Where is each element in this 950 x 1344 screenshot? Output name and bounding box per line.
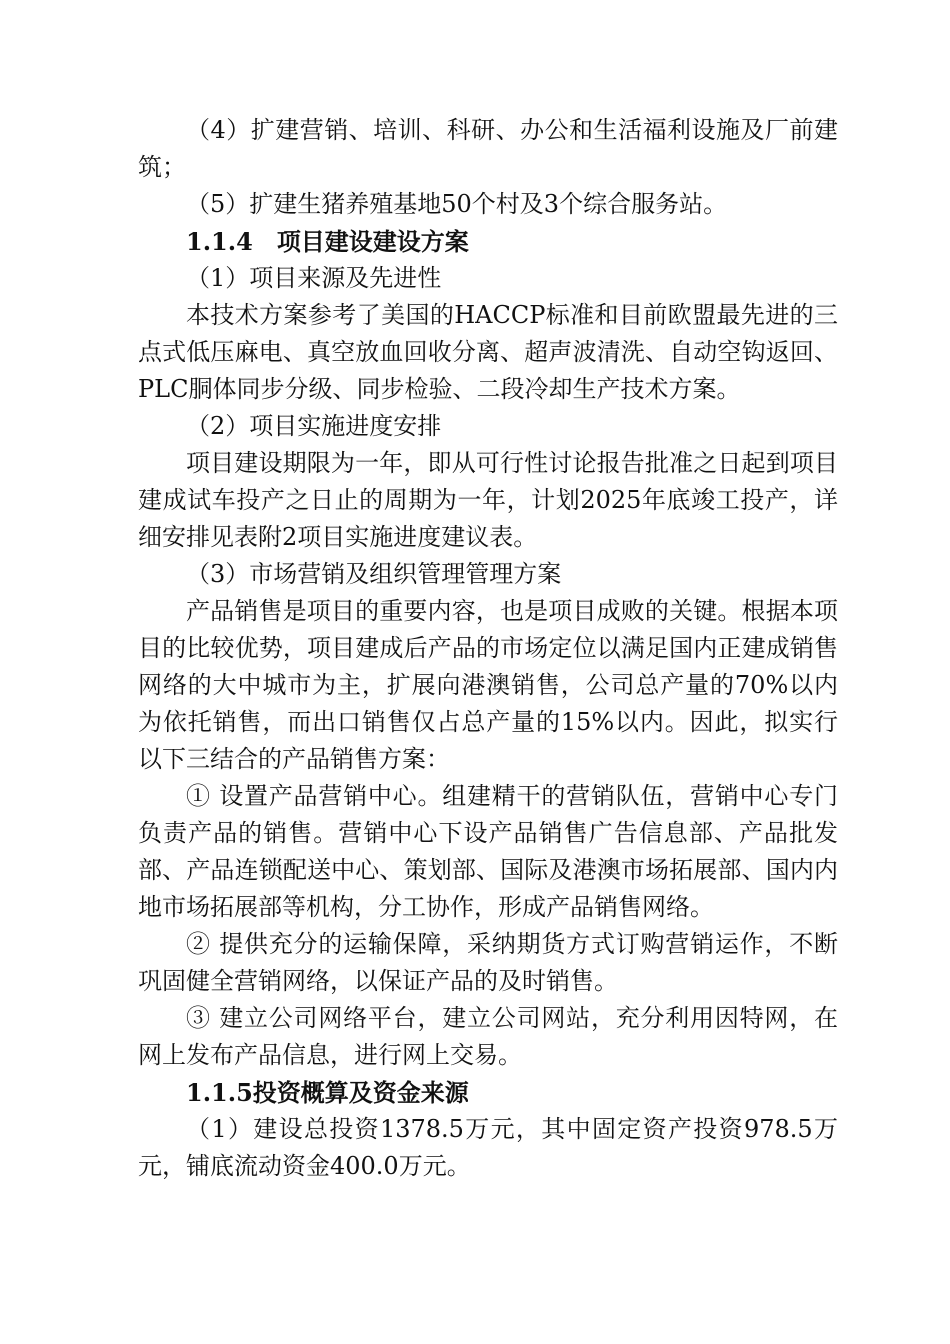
document-page <box>138 112 838 1185</box>
section-heading-1-1-5: 1.1.5投资概算及资金来源 <box>186 1078 469 1107</box>
list-item-transport: ② 提供充分的运输保障，采纳期货方式订购营销运作，不断巩固健全营销网络，以保证产品的及时销售。 <box>138 930 838 995</box>
paragraph-expand-pig-base: （5）扩建生猪养殖基地50个村及3个综合服务站。 <box>186 190 728 218</box>
paragraph-schedule: 项目建设期限为一年，即从可行性讨论报告批准之日起到项目建成试车投产之日止的周期为一年，计划2025年底竣工投产，详细安排见表附2项目实施进度建议表。 <box>138 449 838 551</box>
paragraph-expand-sales-facilities: （4）扩建营销、培训、科研、办公和生活福利设施及厂前建筑； <box>138 116 838 181</box>
paragraph-technical-plan: 本技术方案参考了美国的HACCP标准和目前欧盟最先进的三点式低压麻电、真空放血回收分离、超声波清洗、自动空钩返回、PLC胴体同步分级、同步检验、二段冷却生产技术方案。 <box>138 301 838 403</box>
list-item-network-platform: ③ 建立公司网络平台，建立公司网站，充分利用因特网，在网上发布产品信息，进行网上交易。 <box>138 1004 838 1069</box>
section-number: 1.1.4 <box>186 227 253 256</box>
section-title: 项目建设建设方案 <box>276 227 469 256</box>
subheading-schedule: （2）项目实施进度安排 <box>186 412 442 440</box>
subheading-project-source: （1）项目来源及先进性 <box>186 264 442 292</box>
paragraph-total-investment: （1）建设总投资1378.5万元，其中固定资产投资978.5万元，铺底流动资金400.0万元。 <box>138 1115 838 1180</box>
list-item-marketing-center: ① 设置产品营销中心。组建精干的营销队伍，营销中心专门负责产品的销售。营销中心下设产品销售广告信息部、产品批发部、产品连锁配送中心、策划部、国际及港澳市场拓展部、国内内地市场拓展部等机构，分工协作，形成产品销售网络。 <box>138 782 838 921</box>
subheading-marketing: （3）市场营销及组织管理管理方案 <box>186 560 562 588</box>
section-heading-1-1-4 <box>138 223 838 260</box>
paragraph-marketing: 产品销售是项目的重要内容，也是项目成败的关键。根据本项目的比较优势，项目建成后产品的市场定位以满足国内正建成销售网络的大中城市为主，扩展向港澳销售，公司总产量的70%以内为依托销售，而出口销售仅占总产量的15%以内。因此，拟实行以下三结合的产品销售方案： <box>138 597 838 773</box>
